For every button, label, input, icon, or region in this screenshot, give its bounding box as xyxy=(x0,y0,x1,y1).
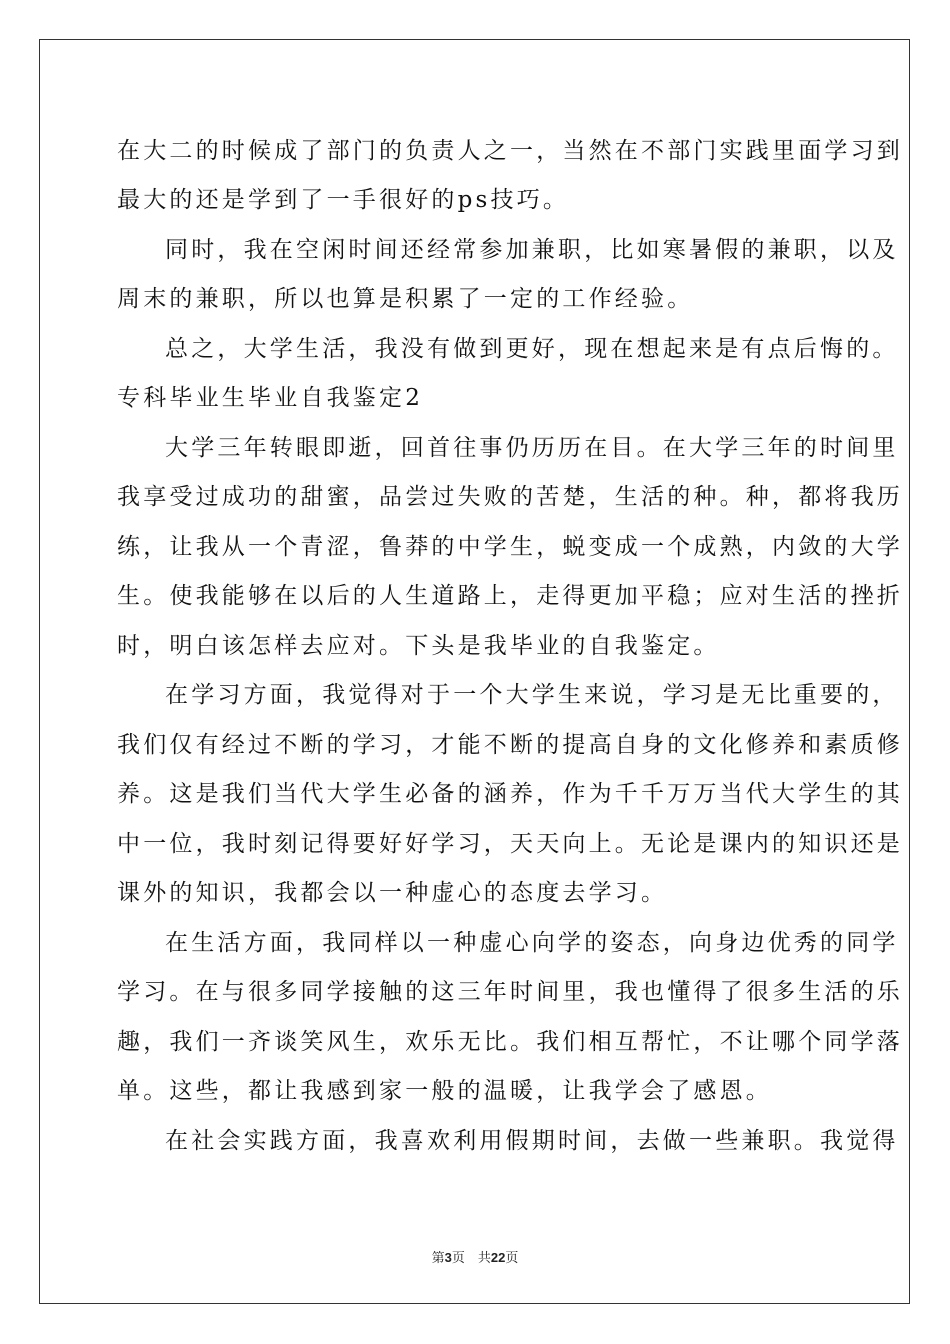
text-line: 最大的还是学到了一手很好的ps技巧。 xyxy=(117,187,570,213)
text-line: 学习。在与很多同学接触的这三年时间里，我也懂得了很多生活的乐 xyxy=(117,979,903,1005)
text-line: 总之，大学生活，我没有做到更好，现在想起来是有点后悔的。 xyxy=(165,336,899,362)
text-line: 我享受过成功的甜蜜，品尝过失败的苦楚，生活的种。种，都将我历 xyxy=(117,484,903,510)
text-line: 周末的兼职，所以也算是积累了一定的工作经验。 xyxy=(117,286,694,312)
text-line: 生。使我能够在以后的人生道路上，走得更加平稳；应对生活的挫折 xyxy=(117,583,903,609)
text-line: 在学习方面，我觉得对于一个大学生来说，学习是无比重要的， xyxy=(165,682,899,708)
text-line: 练，让我从一个青涩，鲁莽的中学生，蜕变成一个成熟，内敛的大学 xyxy=(117,534,903,560)
page-number-footer xyxy=(0,1247,950,1266)
footer-mid: 页 共 xyxy=(451,1251,491,1266)
text-line: 同时，我在空闲时间还经常参加兼职，比如寒暑假的兼职，以及 xyxy=(165,237,899,263)
text-line: 趣，我们一齐谈笑风生，欢乐无比。我们相互帮忙，不让哪个同学落 xyxy=(117,1029,903,1055)
text-line: 课外的知识，我都会以一种虚心的态度去学习。 xyxy=(117,880,668,906)
section-heading: 专科毕业生毕业自我鉴定2 xyxy=(117,385,424,411)
text-line: 在社会实践方面，我喜欢利用假期时间，去做一些兼职。我觉得 xyxy=(165,1128,899,1154)
text-line: 大学三年转眼即逝，回首往事仍历历在目。在大学三年的时间里 xyxy=(165,435,899,461)
footer-suffix: 页 xyxy=(505,1251,519,1266)
text-line: 中一位，我时刻记得要好好学习，天天向上。无论是课内的知识还是 xyxy=(117,831,903,857)
current-page-number: 3 xyxy=(444,1250,452,1265)
text-line: 单。这些，都让我感到家一般的温暖，让我学会了感恩。 xyxy=(117,1078,772,1104)
total-pages-number: 22 xyxy=(490,1250,506,1265)
text-line: 时，明白该怎样去应对。下头是我毕业的自我鉴定。 xyxy=(117,633,720,659)
text-line: 在大二的时候成了部门的负责人之一，当然在不部门实践里面学习到 xyxy=(117,138,903,164)
page-border xyxy=(39,39,910,1304)
text-line: 养。这是我们当代大学生必备的涵养，作为千千万万当代大学生的其 xyxy=(117,781,903,807)
text-line: 在生活方面，我同样以一种虚心向学的姿态，向身边优秀的同学 xyxy=(165,930,899,956)
footer-prefix: 第 xyxy=(431,1251,445,1266)
text-line: 我们仅有经过不断的学习，才能不断的提高自身的文化修养和素质修 xyxy=(117,732,903,758)
